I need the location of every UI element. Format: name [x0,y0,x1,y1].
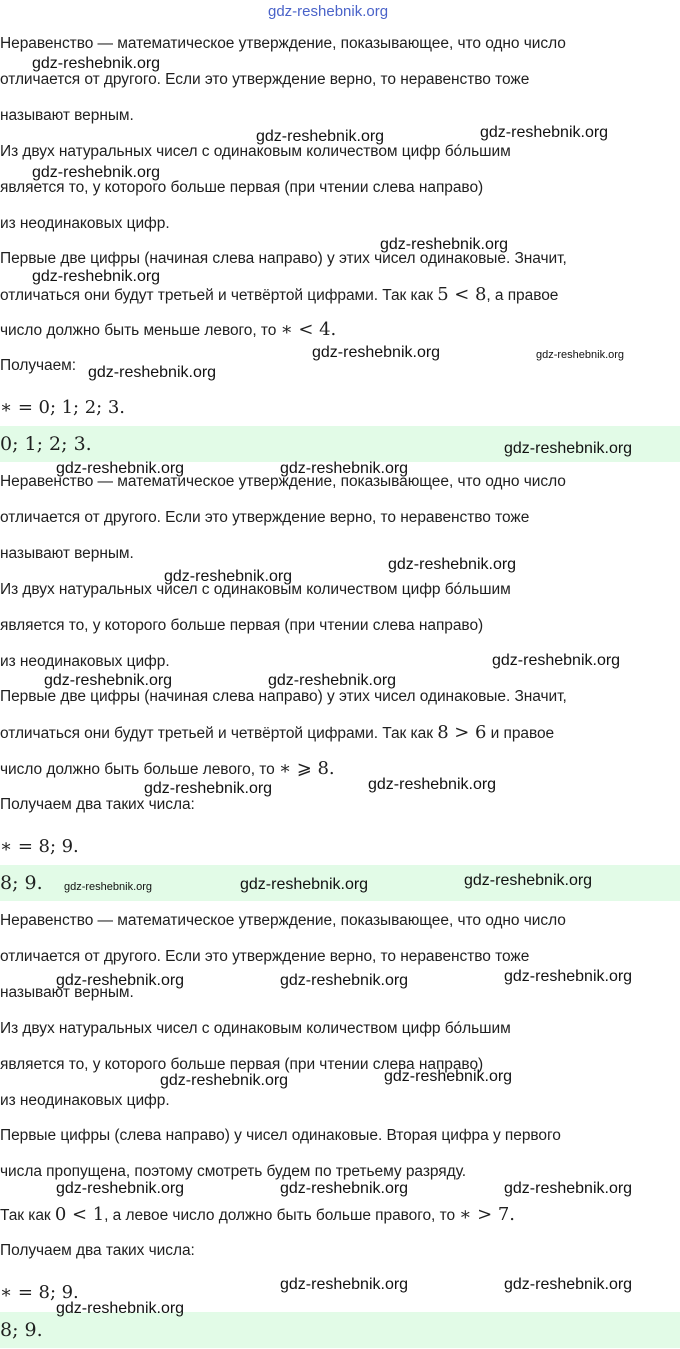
watermark: gdz-reshebnik.org [268,672,397,689]
text-line: из неодинаковых цифр. [0,653,170,670]
text-line: Из двух натуральных чисел с одинаковым количеством цифр бо́льшим [0,581,511,598]
watermark: gdz-reshebnik.org [504,440,633,457]
math-expression: ∗ ⩾ 8. [278,758,335,779]
watermark: gdz-reshebnik.org [56,1180,185,1197]
text-line: Неравенство — математическое утверждение, показывающее, что одно число [0,912,566,929]
math-expression: ∗ > 7. [459,1204,515,1225]
watermark: gdz-reshebnik.org [240,876,369,893]
watermark: gdz-reshebnik.org [32,55,161,72]
watermark: gdz-reshebnik.org [480,124,609,141]
text-line: отличается от другого. Если это утверждение верно, то неравенство тоже [0,71,530,88]
text-fragment: число должно быть меньше левого, то [0,322,277,339]
text-line: называют верным. [0,107,134,124]
text-line: отличается от другого. Если это утверждение верно, то неравенство тоже [0,509,530,526]
text-fragment: и правое [486,725,555,742]
text-line: называют верным. [0,545,134,562]
text-fragment: отличаться они будут третьей и четвёртой цифрами. Так как [0,287,433,304]
watermark: gdz-reshebnik.org [44,672,173,689]
text-line [0,320,336,341]
text-line: называют верным. [0,984,134,1001]
text-line [0,1205,515,1226]
text-line: является то, у которого больше первая (при чтении слева направо) [0,1056,484,1073]
text-line: Получаем два таких числа: [0,1242,195,1259]
watermark: gdz-reshebnik.org [88,364,217,381]
watermark: gdz-reshebnik.org [268,3,389,20]
watermark: gdz-reshebnik.org [280,1180,409,1197]
text-line: из неодинаковых цифр. [0,1092,170,1109]
text-line [0,285,558,306]
watermark: gdz-reshebnik.org [312,344,441,361]
math-expression: 5 < 8 [437,284,487,305]
text-fragment: , а правое [486,287,559,304]
watermark: gdz-reshebnik.org [164,568,293,585]
watermark: gdz-reshebnik.org [56,460,185,477]
answer-value: 8; 9. [0,1319,43,1341]
watermark: gdz-reshebnik.org [56,972,185,989]
watermark: gdz-reshebnik.org [504,968,633,985]
text-line: Первые цифры (слева направо) у чисел одинаковые. Вторая цифра у первого [0,1127,561,1144]
text-line [0,723,554,744]
watermark: gdz-reshebnik.org [388,556,517,573]
watermark: gdz-reshebnik.org [32,268,161,285]
text-line: Первые две цифры (начиная слева направо) у этих чисел одинаковые. Значит, [0,250,567,267]
watermark: gdz-reshebnik.org [32,164,161,181]
watermark: gdz-reshebnik.org [256,128,385,145]
math-expression: 8 > 6 [437,722,487,743]
math-expression: ∗ = 8; 9. [0,836,79,857]
watermark: gdz-reshebnik.org [56,1300,185,1317]
text-line: отличается от другого. Если это утверждение верно, то неравенство тоже [0,948,530,965]
text-line: Из двух натуральных чисел с одинаковым количеством цифр бо́льшим [0,1020,511,1037]
watermark: gdz-reshebnik.org [368,776,497,793]
watermark: gdz-reshebnik.org [64,881,153,893]
text-line: Из двух натуральных чисел с одинаковым количеством цифр бо́льшим [0,143,511,160]
text-line: Получаем: [0,357,77,374]
text-line: является то, у которого больше первая (при чтении слева направо) [0,617,484,634]
text-line [0,759,335,780]
text-line: является то, у которого больше первая (при чтении слева направо) [0,179,484,196]
math-expression: ∗ = 8; 9. [0,1282,79,1303]
watermark: gdz-reshebnik.org [504,1180,633,1197]
watermark: gdz-reshebnik.org [280,972,409,989]
watermark: gdz-reshebnik.org [536,349,625,361]
math-expression: 0 < 1 [54,1204,105,1225]
text-fragment: отличаться они будут третьей и четвёртой цифрами. Так как [0,725,433,742]
math-expression: ∗ = 0; 1; 2; 3. [0,397,125,418]
text-line: Первые две цифры (начиная слева направо) у этих чисел одинаковые. Значит, [0,688,567,705]
watermark: gdz-reshebnik.org [160,1072,289,1089]
text-line: числа пропущена, поэтому смотреть будем по третьему разряду. [0,1163,467,1180]
text-line: из неодинаковых цифр. [0,215,170,232]
answer-value: 8; 9. [0,872,43,894]
watermark: gdz-reshebnik.org [504,1276,633,1293]
text-line: Получаем два таких числа: [0,796,195,813]
answer-value: 0; 1; 2; 3. [0,433,92,455]
watermark: gdz-reshebnik.org [380,236,509,253]
watermark: gdz-reshebnik.org [280,1276,409,1293]
watermark: gdz-reshebnik.org [492,652,621,669]
text-fragment: Так как [0,1207,51,1224]
text-line: Неравенство — математическое утверждение, показывающее, что одно число [0,35,566,52]
watermark: gdz-reshebnik.org [144,780,273,797]
text-fragment: число должно быть больше левого, то [0,761,275,778]
math-expression: ∗ < 4. [280,319,337,340]
text-fragment: , а левое число должно быть больше правого, то [104,1207,456,1224]
text-line: Неравенство — математическое утверждение, показывающее, что одно число [0,473,566,490]
watermark: gdz-reshebnik.org [464,872,593,889]
watermark: gdz-reshebnik.org [384,1068,513,1085]
watermark: gdz-reshebnik.org [280,460,409,477]
